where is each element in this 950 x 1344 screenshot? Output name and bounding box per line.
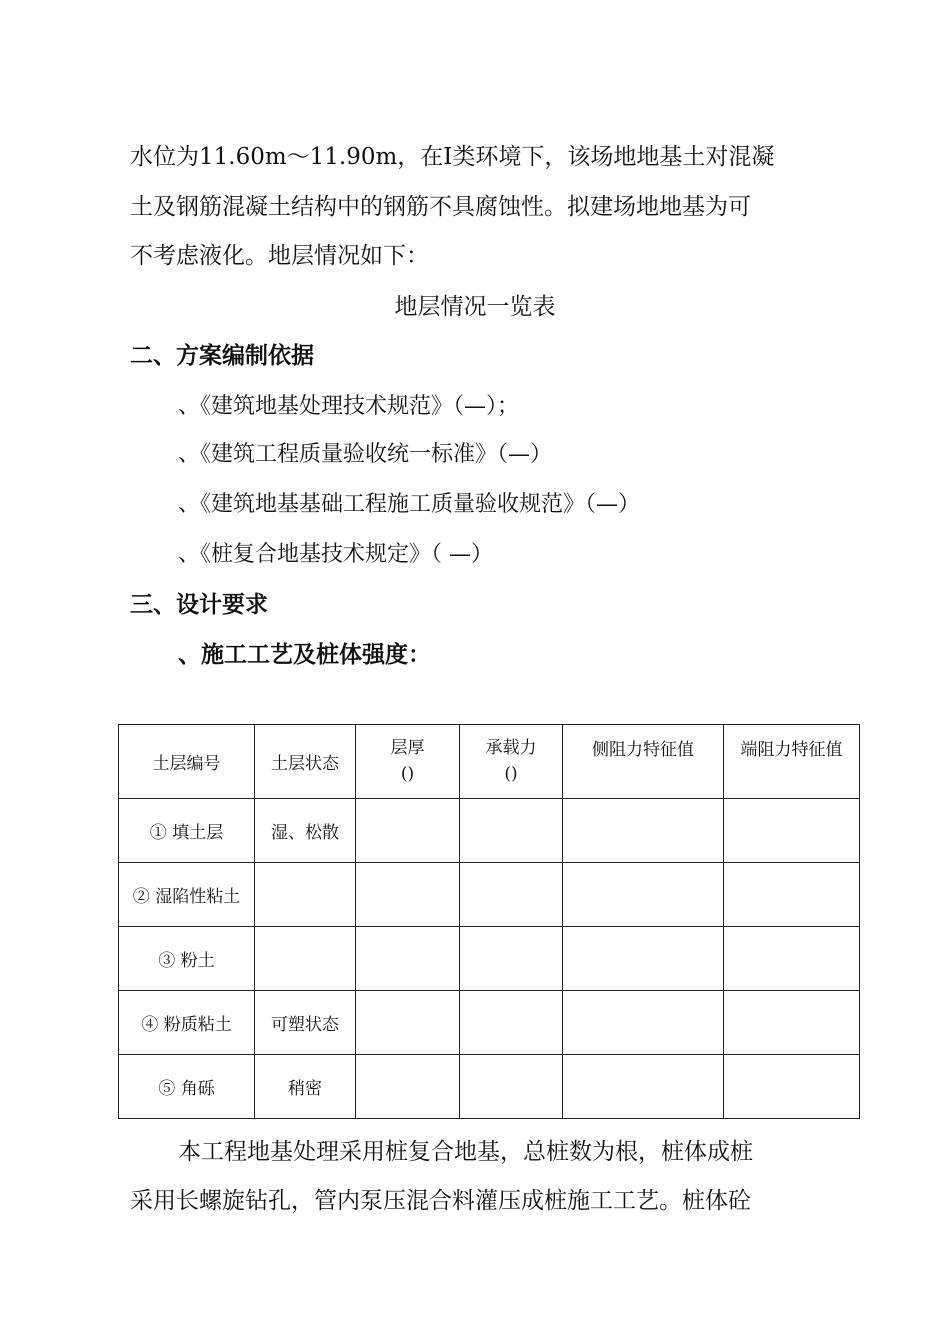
paragraph-line: 水位为11.60m～11.90m，在Ⅰ类环境下，该场地地基土对混凝	[130, 144, 775, 170]
section-heading: 三、设计要求	[130, 591, 268, 618]
table-cell	[724, 1055, 860, 1119]
header-cell: 土层状态	[255, 725, 356, 799]
table-cell	[356, 863, 460, 927]
table-cell: ② 湿陷性粘土	[119, 863, 255, 927]
table-cell	[563, 991, 724, 1055]
table-row	[119, 799, 860, 863]
header-cell	[460, 725, 563, 799]
table-cell: 稍密	[255, 1055, 356, 1119]
table-cell	[460, 799, 563, 863]
header-cell: 端阻力特征值	[724, 725, 860, 799]
table-cell	[255, 863, 356, 927]
table-row	[119, 991, 860, 1055]
table-cell	[460, 991, 563, 1055]
table-cell	[563, 799, 724, 863]
header-unit: ()	[400, 764, 415, 784]
table-cell	[724, 927, 860, 991]
table-cell	[460, 863, 563, 927]
table-cell	[563, 927, 724, 991]
table-row	[119, 863, 860, 927]
reference-item: 、《建筑地基基础工程施工质量验收规范》（—）	[178, 492, 641, 517]
reference-item: 、《桩复合地基技术规定》（ —）	[178, 542, 493, 567]
table-cell: 湿、松散	[255, 799, 356, 863]
table-row	[119, 927, 860, 991]
subsection-heading: 、施工工艺及桩体强度：	[178, 641, 431, 668]
table-row	[119, 1055, 860, 1119]
table-cell	[356, 799, 460, 863]
table-cell: ⑤ 角砾	[119, 1055, 255, 1119]
section-heading: 二、方案编制依据	[130, 342, 314, 369]
header-cell	[356, 725, 460, 799]
table-cell	[356, 1055, 460, 1119]
table-cell	[356, 991, 460, 1055]
paragraph-line: 土及钢筋混凝土结构中的钢筋不具腐蚀性。拟建场地地基为可	[130, 194, 751, 220]
table-cell	[255, 927, 356, 991]
table-cell: ④ 粉质粘土	[119, 991, 255, 1055]
soil-layer-table	[118, 724, 860, 1119]
header-unit: ()	[504, 764, 518, 784]
table-cell	[724, 863, 860, 927]
table-cell	[724, 991, 860, 1055]
paragraph-line: 本工程地基处理采用桩复合地基，总桩数为根，桩体成桩	[178, 1139, 753, 1165]
table-cell	[563, 863, 724, 927]
reference-item: 、《建筑地基处理技术规范》（—）；	[178, 394, 520, 419]
table-cell	[460, 927, 563, 991]
paragraph-line: 不考虑液化。地层情况如下：	[130, 243, 429, 269]
table-cell: ① 填土层	[119, 799, 255, 863]
table-cell	[356, 927, 460, 991]
table-header-row	[119, 725, 860, 799]
paragraph-line: 采用长螺旋钻孔，管内泵压混合料灌压成桩施工工艺。桩体砼	[130, 1188, 751, 1214]
table-cell	[460, 1055, 563, 1119]
table-caption: 地层情况一览表	[394, 294, 556, 320]
table-cell	[563, 1055, 724, 1119]
table-cell: 可塑状态	[255, 991, 356, 1055]
header-cell: 土层编号	[119, 725, 255, 799]
reference-item: 、《建筑工程质量验收统一标准》（—）	[178, 442, 553, 467]
table-cell: ③ 粉土	[119, 927, 255, 991]
header-text: 承载力	[485, 738, 537, 758]
header-text: 层厚	[390, 738, 425, 758]
table-cell	[724, 799, 860, 863]
header-cell: 侧阻力特征值	[563, 725, 724, 799]
